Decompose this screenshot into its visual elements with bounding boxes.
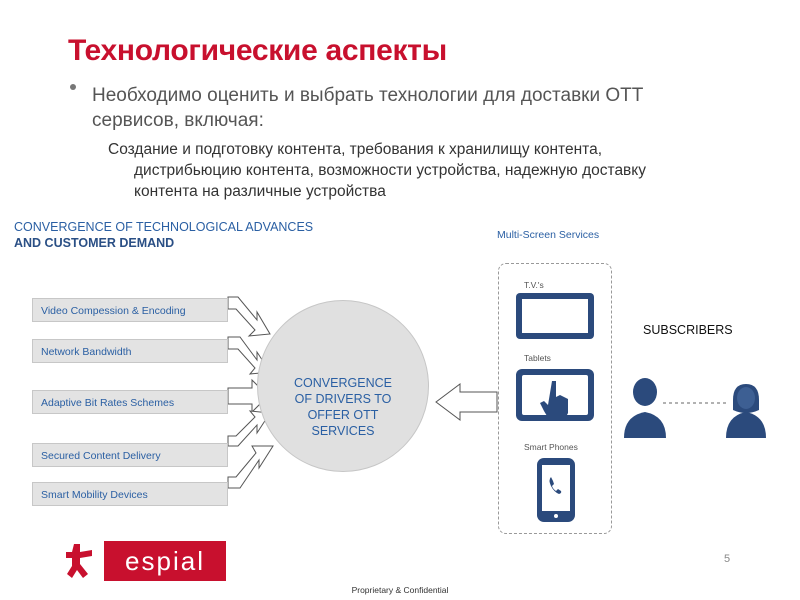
driver-network-bandwidth: Network Bandwidth (32, 339, 228, 363)
convergence-line-1: CONVERGENCE (294, 376, 392, 390)
subscribers-label: SUBSCRIBERS (643, 323, 733, 337)
page-number: 5 (724, 553, 731, 565)
arrow-driver-5 (228, 446, 273, 488)
device-label-tv: T.V.'s (524, 280, 544, 290)
espial-logo-text: espial (125, 546, 205, 576)
driver-secured-delivery: Secured Content Delivery (32, 443, 228, 467)
device-label-phones: Smart Phones (524, 442, 578, 452)
sub-line-3: контента на различные устройства (134, 183, 386, 200)
driver-adaptive-bitrate: Adaptive Bit Rates Schemes (32, 390, 228, 414)
subscriber-female-icon (726, 384, 766, 438)
driver-video-compression: Video Compession & Encoding (32, 298, 228, 322)
arrow-driver-1 (228, 297, 270, 336)
driver-smart-mobility: Smart Mobility Devices (32, 482, 228, 506)
convergence-line-4: SERVICES (311, 424, 375, 438)
espial-mark-icon (66, 541, 98, 581)
bullet-text: Необходимо оценить и выбрать технологии для доставки ОТТ сервисов, включая: (92, 85, 644, 131)
convergence-line-2: OF DRIVERS TO (294, 392, 392, 406)
slide-title: Технологические аспекты (68, 34, 447, 67)
footer-confidential: Proprietary & Confidential (351, 585, 449, 595)
device-label-tablets: Tablets (524, 353, 551, 363)
devices-group (498, 263, 612, 534)
diagram-heading-line2: AND CUSTOMER DEMAND (14, 236, 175, 250)
sub-line-1: Создание и подготовку контента, требования к хранилищу контента, (108, 141, 603, 158)
convergence-text (265, 375, 421, 439)
diagram-heading-line1: CONVERGENCE OF TECHNOLOGICAL ADVANCES (14, 220, 314, 234)
multi-screen-label: Multi-Screen Services (497, 229, 600, 241)
sub-line-2: дистрибьюцию контента, возможности устройства, надежную доставку (134, 162, 646, 179)
convergence-line-3: OFFER OTT (307, 408, 379, 422)
arrow-devices-to-center (436, 384, 497, 420)
subscriber-male-icon (624, 378, 666, 438)
